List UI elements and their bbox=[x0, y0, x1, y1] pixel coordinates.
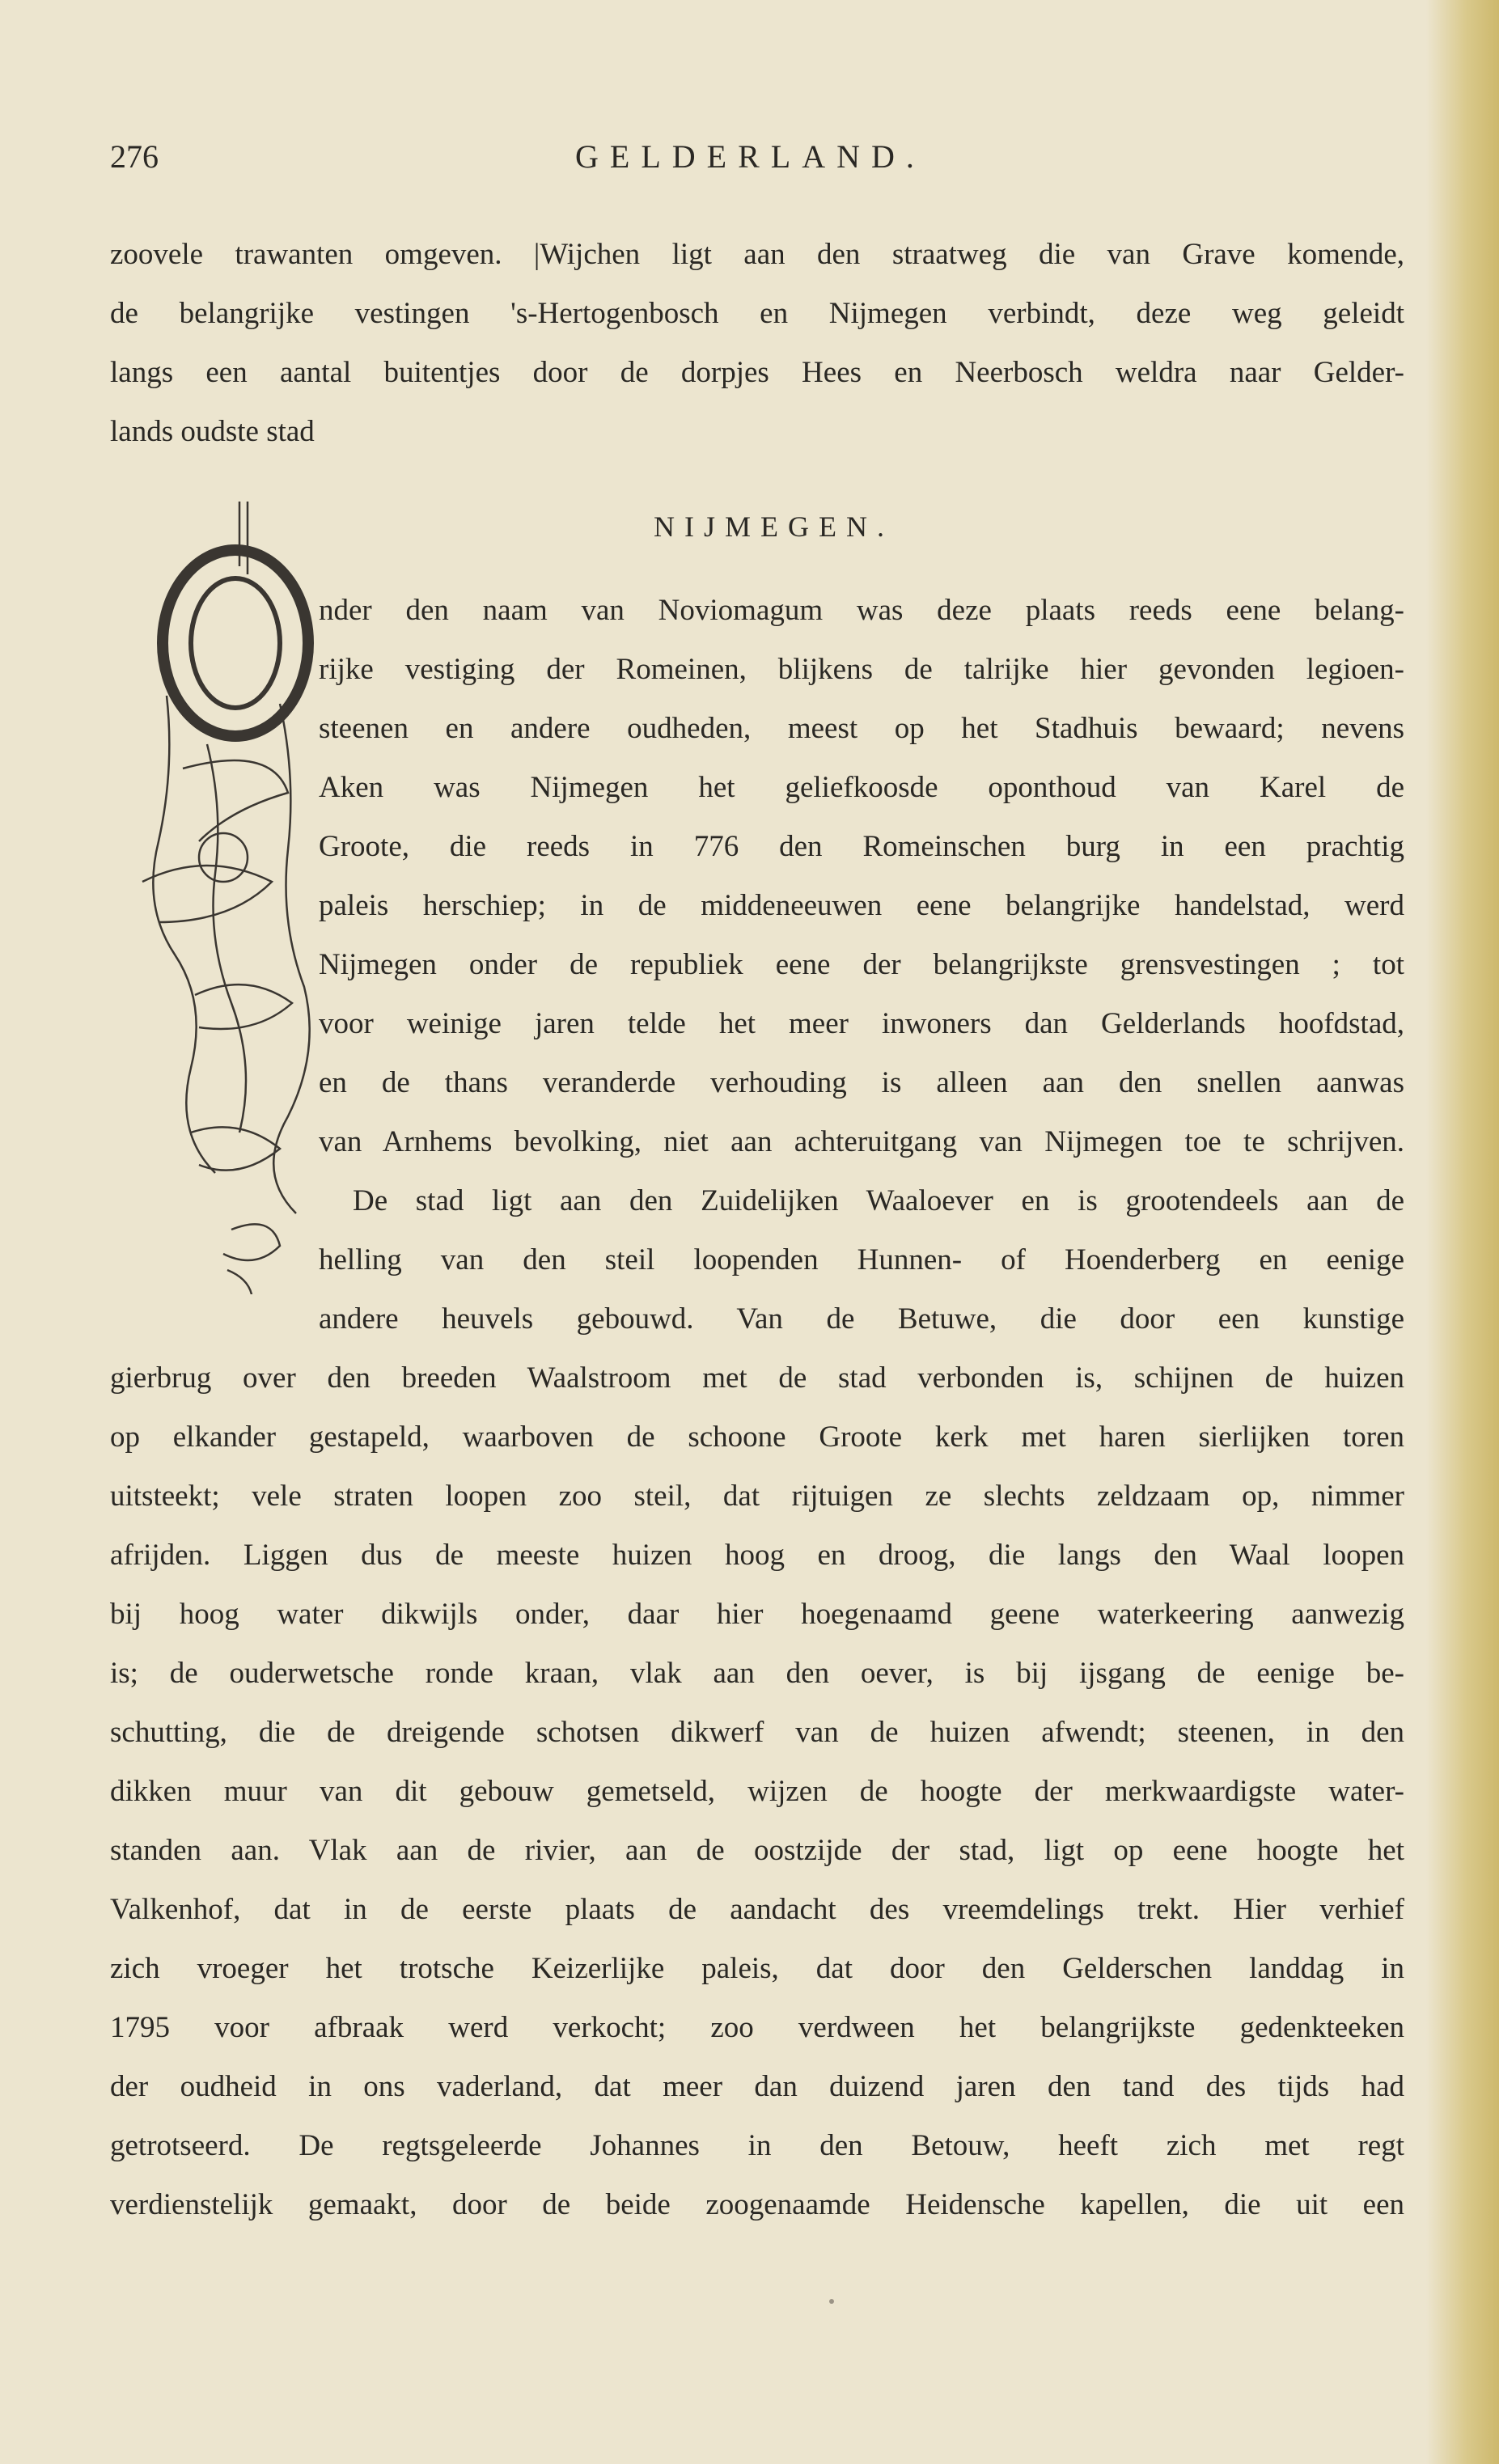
page-edge-shading bbox=[1426, 0, 1499, 2464]
text-line: steenen en andere oudheden, meest op het Stadhuis bewaard; nevens bbox=[319, 712, 1404, 745]
text-line: Valkenhof, dat in de eerste plaats de aandacht des vreemdelings trekt. Hier verhief bbox=[110, 1893, 1404, 1926]
text-line: getrotseerd. De regtsgeleerde Johannes in den Betouw, heeft zich met regt bbox=[110, 2129, 1404, 2162]
text-line: Groote, die reeds in 776 den Romeinschen burg in een prachtig bbox=[319, 830, 1404, 863]
text-line: voor weinige jaren telde het meer inwoners dan Gelderlands hoofdstad, bbox=[319, 1007, 1404, 1040]
text-line: standen aan. Vlak aan de rivier, aan de oostzijde der stad, ligt op eene hoogte het bbox=[110, 1834, 1404, 1867]
text-line: bij hoog water dikwijls onder, daar hier hoegenaamd geene waterkeering aanwezig bbox=[110, 1598, 1404, 1631]
text-line: paleis herschiep; in de middeneeuwen eene belangrijke handelstad, werd bbox=[319, 889, 1404, 922]
text-line: Aken was Nijmegen het geliefkoosde oponthoud van Karel de bbox=[319, 771, 1404, 804]
text-line: De stad ligt aan den Zuidelijken Waaloever en is grootendeels aan de bbox=[353, 1184, 1404, 1217]
text-line: rijke vestiging der Romeinen, blijkens de talrijke hier gevonden legioen- bbox=[319, 653, 1404, 686]
text-line: op elkander gestapeld, waarboven de schoone Groote kerk met haren sierlijken toren bbox=[110, 1420, 1404, 1454]
text-line: verdienstelijk gemaakt, door de beide zoogenaamde Heidensche kapellen, die uit een bbox=[110, 2188, 1404, 2221]
decorated-initial-illustration bbox=[110, 502, 328, 1294]
text-line: afrijden. Liggen dus de meeste huizen hoog en droog, die langs den Waal loopen bbox=[110, 1539, 1404, 1572]
text-line: Nijmegen onder de republiek eene der belangrijkste grensvestingen ; tot bbox=[319, 948, 1404, 981]
text-line: andere heuvels gebouwd. Van de Betuwe, die door een kunstige bbox=[319, 1302, 1404, 1336]
text-line: zoovele trawanten omgeven. |Wijchen ligt aan den straatweg die van Grave komende, bbox=[110, 238, 1404, 271]
text-line: zich vroeger het trotsche Keizerlijke paleis, dat door den Gelderschen landdag in bbox=[110, 1952, 1404, 1985]
text-line: langs een aantal buitentjes door de dorpjes Hees en Neerbosch weldra naar Gelder- bbox=[110, 356, 1404, 389]
text-line: uitsteekt; vele straten loopen zoo steil, dat rijtuigen ze slechts zeldzaam op, nimmer bbox=[110, 1480, 1404, 1513]
text-line: van Arnhems bevolking, niet aan achteruitgang van Nijmegen toe te schrijven. bbox=[319, 1125, 1404, 1158]
text-line: en de thans veranderde verhouding is alleen aan den snellen aanwas bbox=[319, 1066, 1404, 1099]
text-line: de belangrijke vestingen 's-Hertogenbosch en Nijmegen verbindt, deze weg geleidt bbox=[110, 297, 1404, 330]
text-line: is; de ouderwetsche ronde kraan, vlak aan den oever, is bij ijsgang de eenige be- bbox=[110, 1657, 1404, 1690]
text-line: der oudheid in ons vaderland, dat meer dan duizend jaren den tand des tijds had bbox=[110, 2070, 1404, 2103]
text-line: dikken muur van dit gebouw gemetseld, wijzen de hoogte der merkwaardigste water- bbox=[110, 1775, 1404, 1808]
page-number: 276 bbox=[110, 138, 159, 175]
text-line: gierbrug over den breeden Waalstroom met de stad verbonden is, schijnen de huizen bbox=[110, 1361, 1404, 1395]
text-line: helling van den steil loopenden Hunnen- of Hoenderberg en eenige bbox=[319, 1243, 1404, 1276]
text-line: lands oudste stad bbox=[110, 415, 315, 448]
text-line: 1795 voor afbraak werd verkocht; zoo verdween het belangrijkste gedenkteeken bbox=[110, 2011, 1404, 2044]
section-title: NIJMEGEN. bbox=[654, 510, 894, 543]
text-line: nder den naam van Noviomagum was deze plaats reeds eene belang- bbox=[319, 594, 1404, 627]
page-header bbox=[110, 128, 1404, 184]
running-title: GELDERLAND. bbox=[575, 138, 925, 175]
text-line: schutting, die de dreigende schotsen dikwerf van de huizen afwendt; steenen, in den bbox=[110, 1716, 1404, 1749]
page-speck bbox=[829, 2299, 834, 2304]
